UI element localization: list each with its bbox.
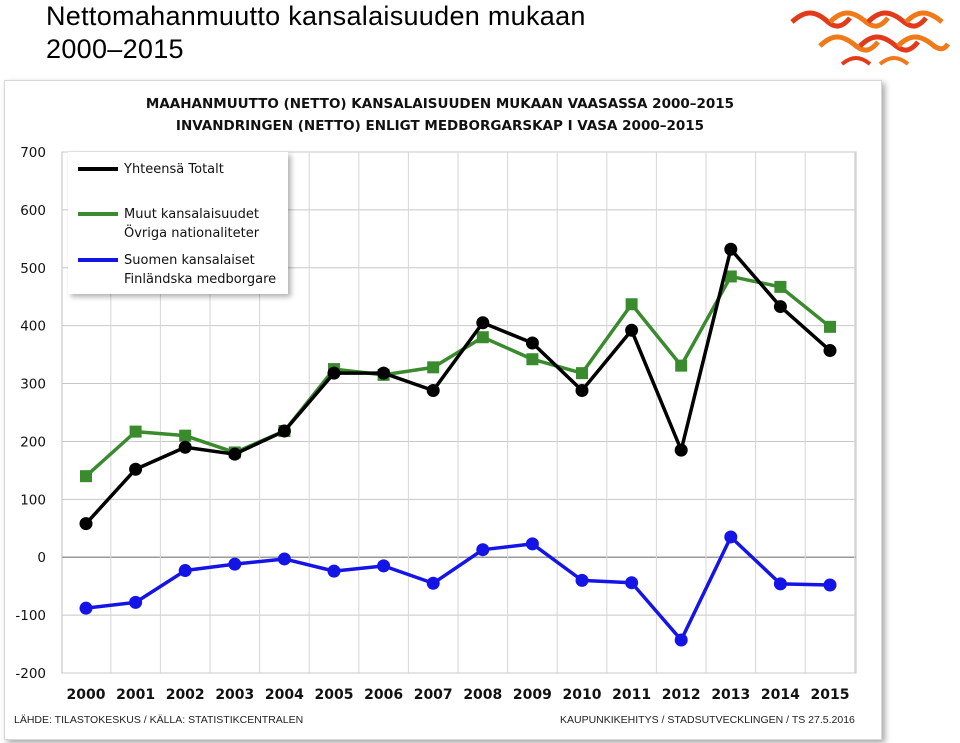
slide-title-line2: 2000–2015 [46, 34, 184, 64]
data-point-other [477, 331, 489, 343]
data-point-total [427, 384, 440, 397]
source-footer: LÄHDE: TILASTOKESKUS / KÄLLA: STATISTIKCENTRALEN [14, 714, 304, 726]
chart-subtitle: INVANDRINGEN (NETTO) ENLIGT MEDBORGARSKAP I VASA 2000–2015 [175, 118, 705, 134]
data-point-total [576, 384, 589, 397]
data-point-total [476, 316, 489, 329]
x-tick-label: 2010 [562, 687, 602, 703]
data-point-finnish [278, 552, 291, 565]
y-tick-label: 400 [20, 318, 46, 335]
slide-title-line1: Nettomahanmuutto kansalaisuuden mukaan [46, 1, 586, 31]
x-tick-label: 2009 [512, 687, 552, 703]
data-point-total [774, 300, 787, 313]
legend-label-total: Yhteensä Totalt [124, 162, 224, 177]
legend-label-other-2: Övriga nationaliteter [124, 226, 260, 241]
data-point-other [80, 470, 92, 482]
legend-swatch-total [78, 167, 118, 171]
data-point-total [675, 444, 688, 457]
data-point-finnish [625, 576, 638, 589]
x-tick-label: 2013 [711, 687, 751, 703]
legend-label-other-1: Muut kansalaisuudet [124, 207, 259, 222]
y-tick-label: 500 [20, 260, 46, 277]
x-tick-label: 2007 [413, 687, 453, 703]
data-point-finnish [774, 577, 787, 590]
data-point-finnish [228, 558, 241, 571]
data-point-total [278, 425, 291, 438]
legend-swatch-finnish [78, 258, 118, 262]
data-point-finnish [80, 602, 93, 615]
data-point-finnish [576, 574, 589, 587]
x-tick-label: 2005 [314, 687, 354, 703]
data-point-finnish [129, 596, 142, 609]
data-point-total [625, 324, 638, 337]
y-tick-label: -200 [15, 666, 46, 682]
x-tick-label: 2008 [463, 687, 503, 703]
data-point-other [626, 298, 638, 310]
legend-label-finnish-2: Finländska medborgare [124, 272, 277, 287]
data-point-total [328, 367, 341, 380]
x-tick-label: 2011 [612, 687, 652, 703]
x-tick-label: 2014 [760, 687, 800, 703]
data-point-other [675, 360, 687, 372]
x-tick-label: 2003 [215, 687, 255, 703]
data-point-total [724, 243, 737, 256]
x-tick-label: 2001 [116, 687, 156, 703]
data-point-other [824, 321, 836, 333]
data-point-finnish [824, 579, 837, 592]
data-point-total [80, 517, 93, 530]
y-tick-label: -100 [15, 608, 46, 625]
x-tick-label: 2004 [264, 687, 304, 703]
y-tick-label: 700 [20, 145, 46, 161]
data-point-total [129, 463, 142, 476]
data-point-other [774, 281, 786, 293]
x-tick-label: 2012 [661, 687, 701, 703]
department-footer: KAUPUNKIKEHITYS / STADSUTVECKLINGEN / TS 27.5.2016 [560, 714, 855, 726]
data-point-total [526, 337, 539, 350]
data-point-other [526, 353, 538, 365]
y-tick-label: 200 [20, 434, 46, 451]
x-tick-label: 2002 [165, 687, 205, 703]
data-point-other [576, 367, 588, 379]
legend-swatch-other [78, 212, 118, 216]
data-point-finnish [377, 559, 390, 572]
data-point-total [377, 367, 390, 380]
data-point-finnish [724, 530, 737, 543]
data-point-total [179, 441, 192, 454]
data-point-total [228, 448, 241, 461]
y-tick-label: 0 [37, 550, 46, 567]
data-point-other [427, 361, 439, 373]
x-tick-label: 2015 [810, 687, 850, 703]
data-point-finnish [526, 537, 539, 550]
y-tick-label: 300 [20, 376, 46, 393]
data-point-finnish [179, 564, 192, 577]
chart-legend [68, 152, 288, 294]
data-point-finnish [328, 565, 341, 578]
data-point-other [179, 430, 191, 442]
data-point-finnish [476, 543, 489, 556]
x-tick-label: 2006 [364, 687, 404, 703]
data-point-finnish [427, 577, 440, 590]
chart-title: MAAHANMUUTTO (NETTO) KANSALAISUUDEN MUKAAN VAASASSA 2000–2015 [145, 96, 735, 112]
y-tick-label: 600 [20, 202, 46, 219]
legend-label-finnish-1: Suomen kansalaiset [124, 253, 255, 268]
data-point-finnish [675, 634, 688, 647]
data-point-other [130, 426, 142, 438]
y-tick-label: 100 [20, 492, 46, 509]
x-tick-label: 2000 [66, 687, 106, 703]
data-point-total [824, 344, 837, 357]
